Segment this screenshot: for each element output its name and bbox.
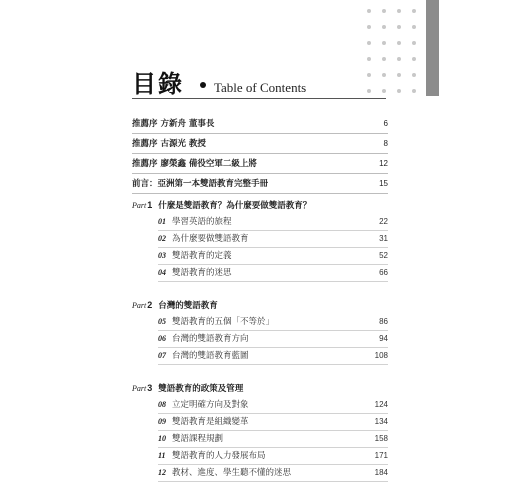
page-subtitle: Table of Contents bbox=[214, 80, 307, 95]
page-title: 目錄 bbox=[132, 70, 184, 98]
chapter-title: 立定明確方向及對象 bbox=[172, 400, 249, 410]
part-heading-1[interactable] bbox=[132, 196, 388, 214]
divider bbox=[158, 481, 388, 482]
chapter-entry[interactable] bbox=[132, 331, 388, 347]
chapter-entry[interactable] bbox=[132, 314, 388, 330]
part-heading-3[interactable] bbox=[132, 379, 388, 397]
page-number: 134 bbox=[374, 417, 388, 426]
toc-entry-intro[interactable] bbox=[132, 116, 388, 132]
part-label: Part bbox=[132, 201, 147, 210]
bullet-icon bbox=[200, 82, 206, 88]
heading-divider bbox=[132, 98, 386, 99]
divider bbox=[132, 173, 388, 174]
chapter-entry[interactable] bbox=[132, 397, 388, 413]
chapter-title: 雙語教育的人力發展布局 bbox=[172, 451, 266, 461]
toc-entry-intro[interactable] bbox=[132, 156, 388, 172]
part-label: Part bbox=[132, 384, 147, 393]
page-number: 52 bbox=[379, 251, 388, 260]
chapter-number: 06 bbox=[158, 334, 166, 343]
page-number: 124 bbox=[374, 400, 388, 409]
chapter-title: 台灣的雙語教育藍圖 bbox=[172, 351, 249, 361]
part-label: Part bbox=[132, 301, 147, 310]
part-heading-2[interactable] bbox=[132, 296, 388, 314]
page-number: 158 bbox=[374, 434, 388, 443]
page-number: 86 bbox=[379, 317, 388, 326]
chapter-title: 雙語教育的迷思 bbox=[172, 268, 232, 278]
chapter-entry[interactable] bbox=[132, 448, 388, 464]
chapter-number: 07 bbox=[158, 351, 166, 360]
chapter-number: 01 bbox=[158, 217, 166, 226]
page-number: 31 bbox=[379, 234, 388, 243]
chapter-number: 11 bbox=[158, 451, 166, 460]
chapter-entry[interactable] bbox=[132, 465, 388, 481]
divider bbox=[132, 133, 388, 134]
chapter-entry[interactable] bbox=[132, 248, 388, 264]
page-number: 15 bbox=[379, 179, 388, 188]
page-number: 22 bbox=[379, 217, 388, 226]
part-number: 1 bbox=[147, 200, 153, 210]
chapter-title: 為什麼要做雙語教育 bbox=[172, 234, 249, 244]
chapter-number: 03 bbox=[158, 251, 166, 260]
chapter-title: 雙語課程規劃 bbox=[172, 434, 224, 444]
toc-entry-intro[interactable] bbox=[132, 136, 388, 152]
part-title: 雙語教育的政策及管理 bbox=[158, 384, 244, 394]
chapter-entry[interactable] bbox=[132, 414, 388, 430]
part-title: 台灣的雙語教育 bbox=[158, 301, 218, 311]
entry-title: 推薦序 古源光 教授 bbox=[132, 139, 206, 149]
entry-title: 推薦序 廖榮鑫 備役空軍二級上將 bbox=[132, 159, 257, 169]
chapter-entry[interactable] bbox=[132, 231, 388, 247]
chapter-number: 12 bbox=[158, 468, 166, 477]
page-number: 94 bbox=[379, 334, 388, 343]
chapter-number: 10 bbox=[158, 434, 166, 443]
toc-heading bbox=[132, 64, 306, 99]
entry-title: 前言：亞洲第一本雙語教育完整手冊 bbox=[132, 179, 269, 189]
page-number: 108 bbox=[374, 351, 388, 360]
chapter-number: 04 bbox=[158, 268, 166, 277]
part-number: 3 bbox=[147, 383, 153, 393]
chapter-entry[interactable] bbox=[132, 214, 388, 230]
decorative-dot-grid bbox=[367, 9, 433, 95]
toc-entry-intro[interactable] bbox=[132, 176, 388, 192]
chapter-entry[interactable] bbox=[132, 348, 388, 364]
chapter-number: 05 bbox=[158, 317, 166, 326]
chapter-number: 09 bbox=[158, 417, 166, 426]
page-number: 171 bbox=[374, 451, 388, 460]
chapter-title: 學習英語的旅程 bbox=[172, 217, 232, 227]
chapter-entry[interactable] bbox=[132, 265, 388, 281]
chapter-number: 08 bbox=[158, 400, 166, 409]
page-number: 6 bbox=[383, 119, 388, 128]
decorative-side-bar bbox=[426, 0, 439, 96]
part-number: 2 bbox=[147, 300, 153, 310]
entry-title: 推薦序 方新舟 董事長 bbox=[132, 119, 215, 129]
page-number: 184 bbox=[374, 468, 388, 477]
chapter-title: 雙語教育的五個「不等於」 bbox=[172, 317, 275, 327]
page-number: 8 bbox=[383, 139, 388, 148]
chapter-title: 台灣的雙語教育方向 bbox=[172, 334, 249, 344]
part-title: 什麼是雙語教育？為什麼要做雙語教育？ bbox=[158, 201, 312, 211]
toc-list bbox=[132, 116, 388, 482]
chapter-title: 教材、進度、學生聽不懂的迷思 bbox=[172, 468, 292, 478]
chapter-title: 雙語教育的定義 bbox=[172, 251, 232, 261]
chapter-entry[interactable] bbox=[132, 431, 388, 447]
chapter-title: 雙語教育是組織變革 bbox=[172, 417, 249, 427]
page-number: 12 bbox=[379, 159, 388, 168]
page-number: 66 bbox=[379, 268, 388, 277]
chapter-number: 02 bbox=[158, 234, 166, 243]
divider bbox=[132, 193, 388, 194]
divider bbox=[132, 153, 388, 154]
